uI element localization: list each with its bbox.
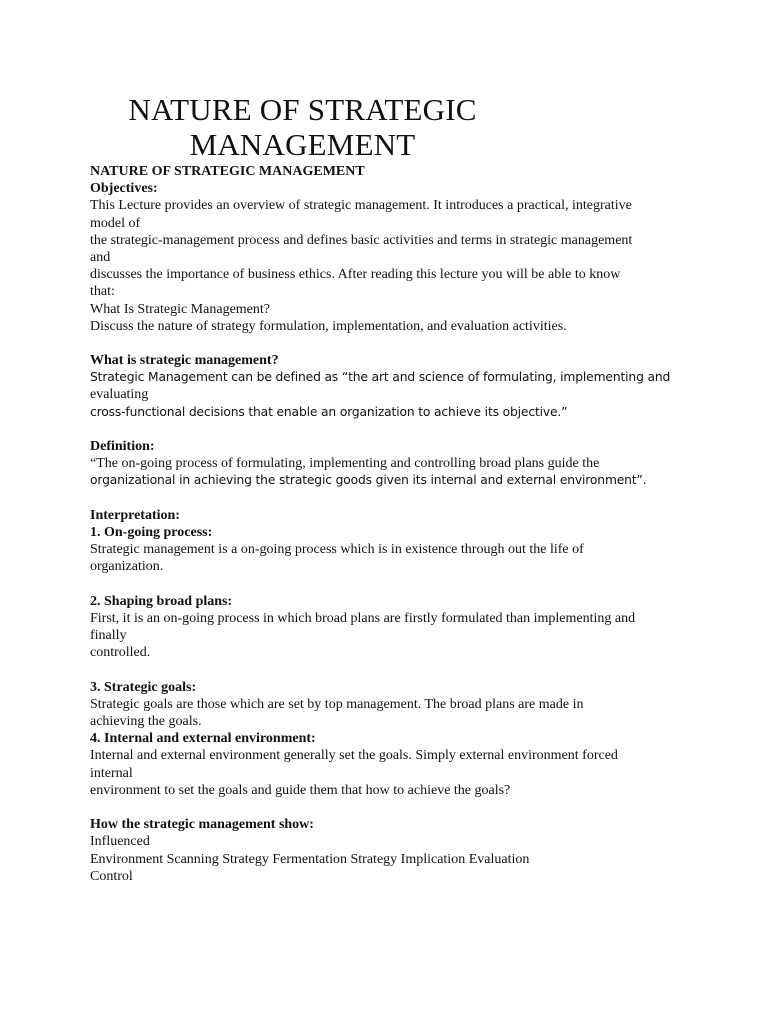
paragraph-gap — [90, 421, 690, 438]
text-line: controlled. — [90, 645, 151, 661]
page-title — [100, 92, 505, 162]
interpretation-label: Interpretation: — [90, 507, 180, 523]
text-line: achieving the goals. — [90, 714, 202, 729]
section-heading: NATURE OF STRATEGIC MANAGEMENT — [90, 164, 365, 179]
text-line: organization. — [90, 559, 164, 575]
objectives-label: Objectives: — [90, 181, 158, 197]
text-line: and — [90, 249, 111, 265]
text-line: the strategic-management process and defines basic activities and terms in strategic management — [90, 232, 633, 248]
text-line: model of — [90, 215, 141, 231]
text-line: internal — [90, 765, 133, 781]
text-line: This Lecture provides an overview of strategic management. It introduces a practical, integrative — [90, 198, 632, 214]
document-body — [90, 163, 690, 885]
text-line: What Is Strategic Management? — [90, 301, 270, 317]
paragraph-gap — [90, 661, 690, 678]
text-line: environment to set the goals and guide them that how to achieve the goals? — [90, 782, 511, 798]
text-line: evaluating — [90, 387, 149, 403]
text-line: “The on-going process of formulating, implementing and controlling broad plans guide the — [90, 456, 600, 472]
text-line: Internal and external environment generally set the goals. Simply external environment forced — [90, 748, 618, 764]
definition-label: Definition: — [90, 439, 155, 454]
text-line: cross-functional decisions that enable an organization to achieve its objective.” — [90, 404, 568, 419]
paragraph-gap — [90, 799, 690, 816]
text-line: Influenced — [90, 834, 150, 850]
what-is-label: What is strategic management? — [90, 353, 279, 369]
text-line: Environment Scanning Strategy Fermentation Strategy Implication Evaluation — [90, 851, 530, 867]
text-line: Control — [90, 868, 133, 884]
text-line: Strategic Management can be defined as “the art and science of formulating, implementing and — [90, 370, 671, 385]
text-line: discusses the importance of business ethics. After reading this lecture you will be able to know — [90, 267, 621, 283]
how-show-label: How the strategic management show: — [90, 817, 314, 833]
point-4-label: 4. Internal and external environment: — [90, 731, 316, 747]
definition-section — [90, 438, 690, 490]
point-3-label: 3. Strategic goals: — [90, 679, 197, 695]
text-line: First, it is an on-going process in which broad plans are firstly formulated than implementing and — [90, 610, 636, 626]
paragraph-gap — [90, 490, 690, 507]
text-line: finally — [90, 628, 127, 644]
point-1-label: 1. On-going process: — [90, 524, 213, 540]
text-line: Discuss the nature of strategy formulation, implementation, and evaluation activities. — [90, 318, 567, 334]
text-line: Strategic goals are those which are set by top management. The broad plans are made in — [90, 696, 584, 712]
text-line: Strategic management is a on-going process which is in existence through out the life of — [90, 542, 584, 558]
interpretation-section — [90, 507, 690, 799]
title-line-2: MANAGEMENT — [189, 127, 416, 162]
paragraph-gap — [90, 335, 690, 352]
objectives-section — [90, 180, 690, 335]
paragraph-gap — [90, 576, 690, 593]
how-show-section — [90, 816, 690, 885]
title-line-1: NATURE OF STRATEGIC — [128, 92, 477, 127]
point-2-label: 2. Shaping broad plans: — [90, 593, 233, 609]
text-line: that: — [90, 284, 115, 300]
text-line: organizational in achieving the strategic goods given its internal and external environment”. — [90, 473, 647, 488]
what-is-section — [90, 352, 690, 421]
